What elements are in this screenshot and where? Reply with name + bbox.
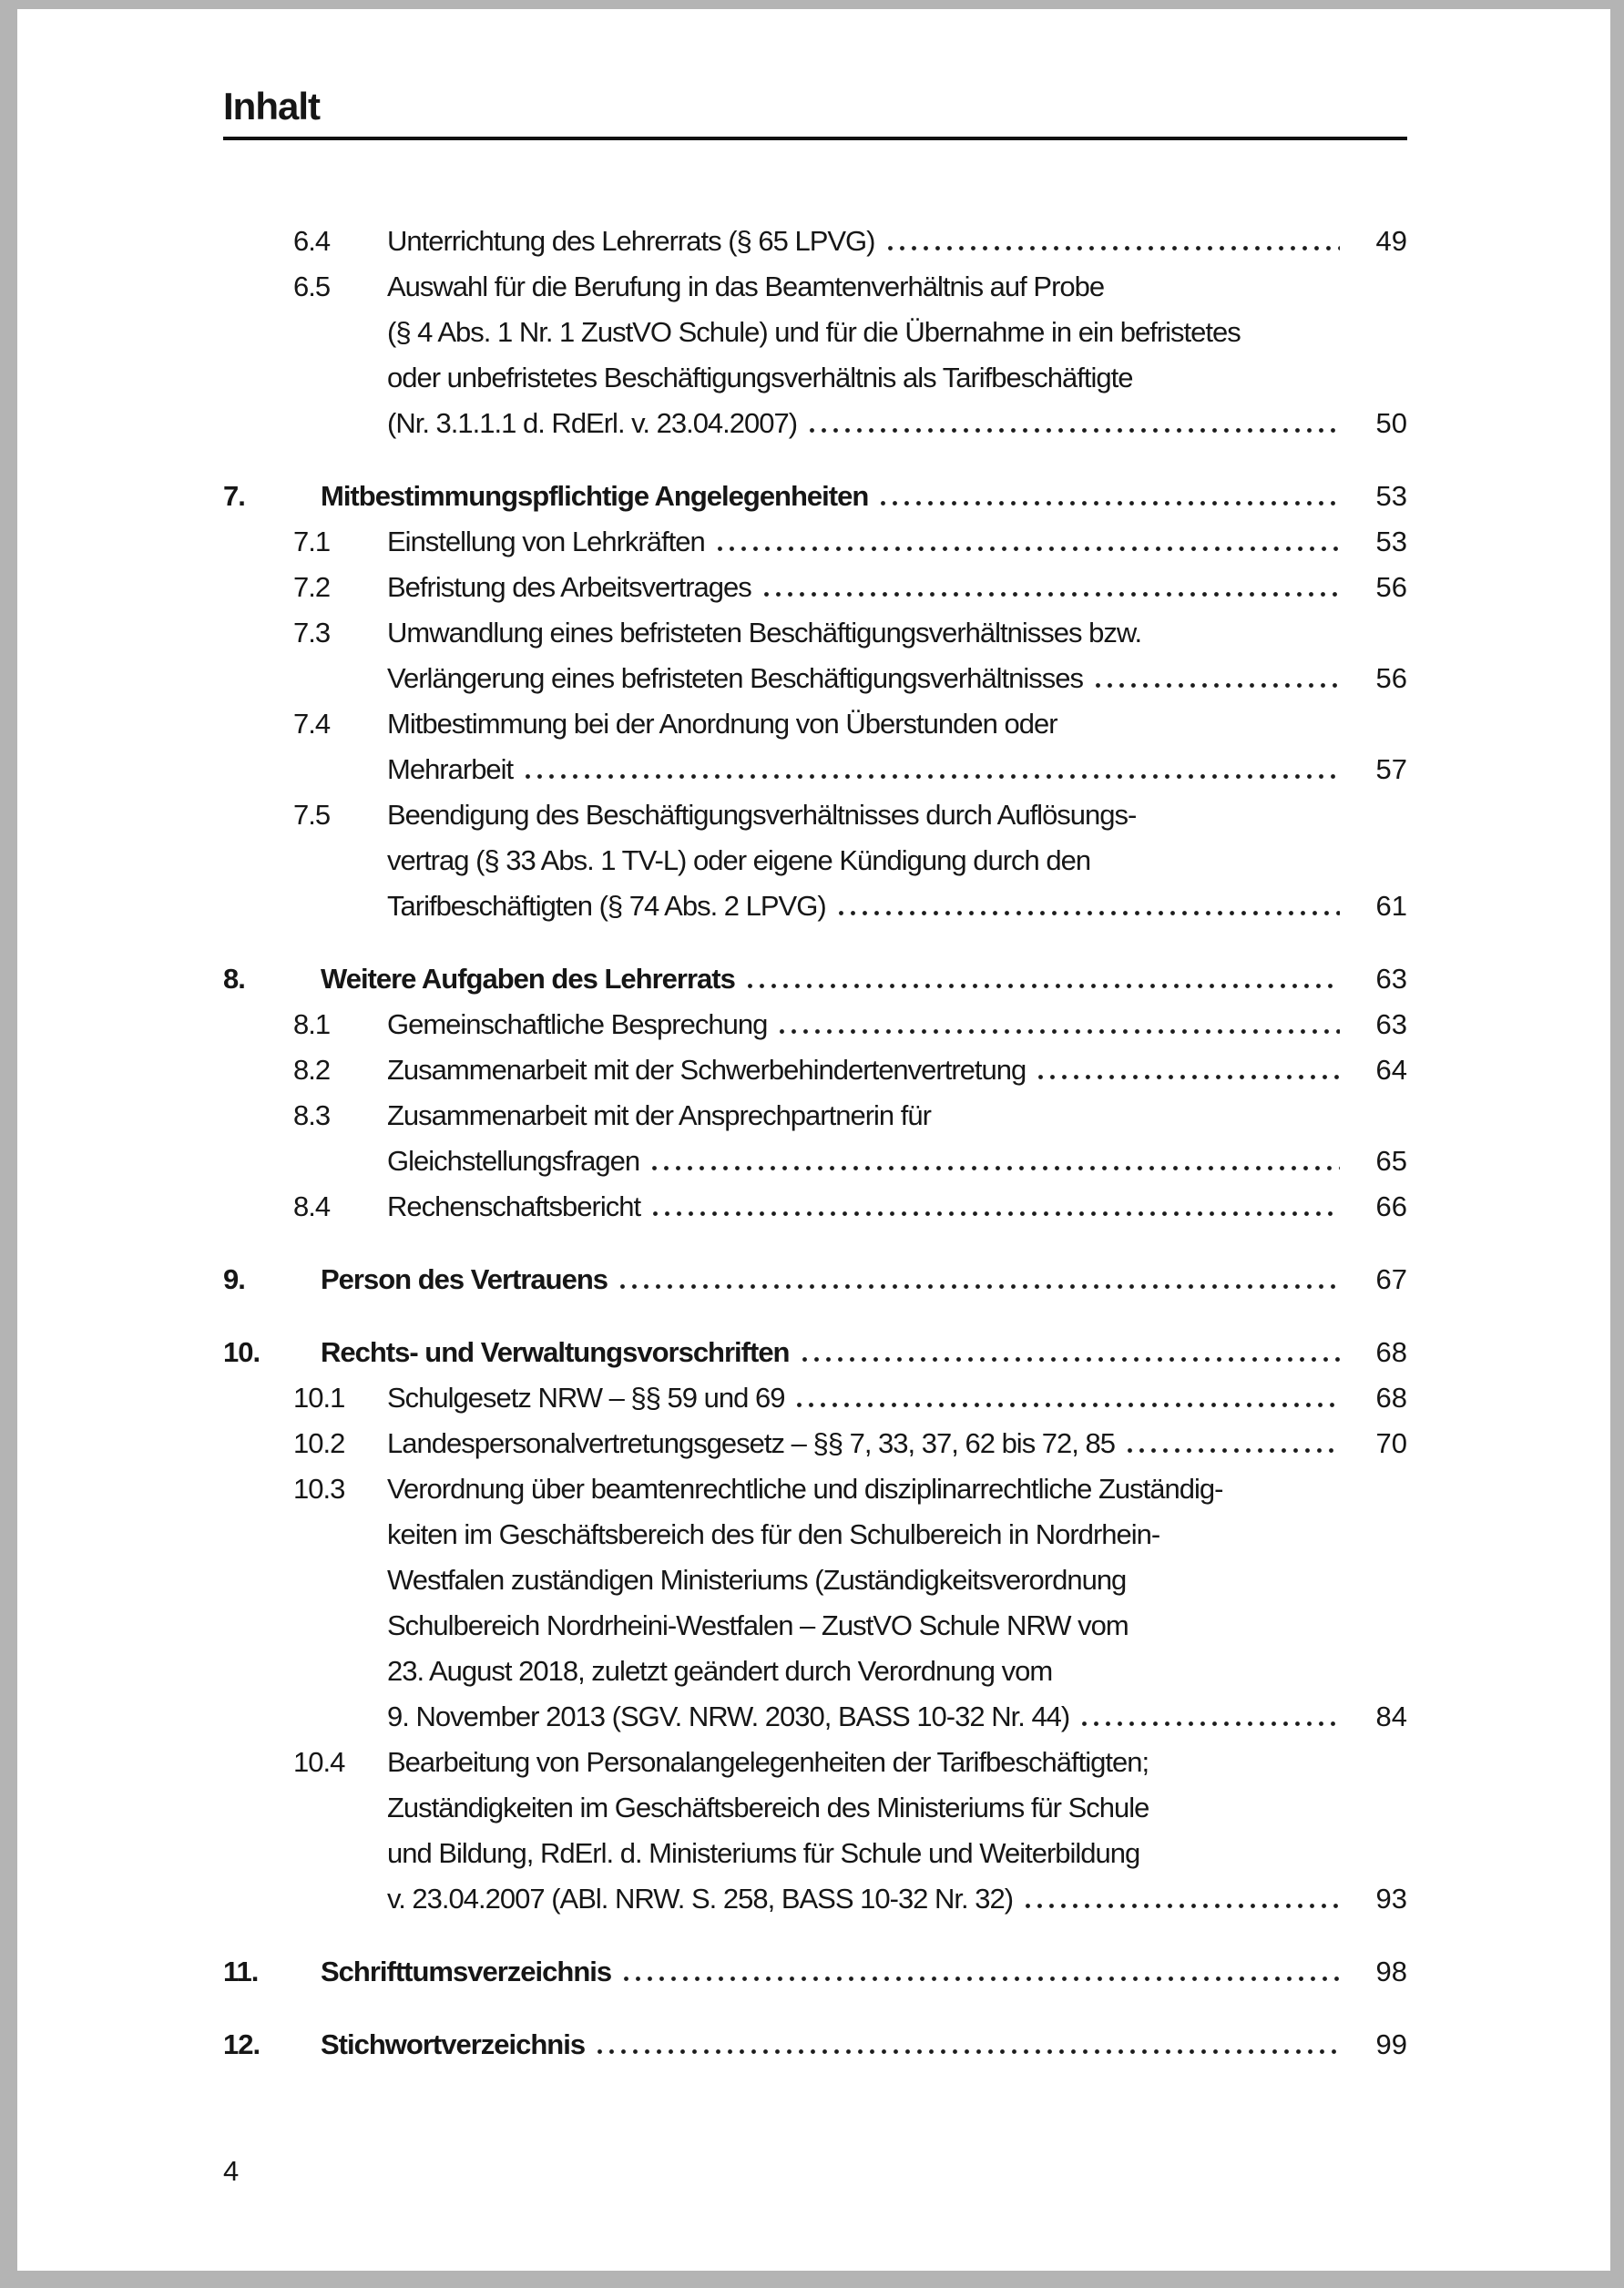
toc-entry-number: 7.1 [293, 526, 331, 557]
toc-entry-line [387, 1694, 1407, 1740]
toc-page-number: 68 [1375, 1382, 1407, 1414]
toc-entry-number: 8.1 [293, 1008, 331, 1040]
toc-entry-title: Zuständigkeiten im Geschäftsbereich des Ministeriums für Schule [387, 1792, 1149, 1823]
toc-entry [223, 1002, 1407, 1047]
toc-page-number: 66 [1375, 1190, 1407, 1222]
dot-leader [797, 1403, 1340, 1407]
dot-leader [1096, 683, 1340, 688]
toc-entry-line [387, 1421, 1407, 1466]
toc-entry-title: Auswahl für die Berufung in das Beamtenverhältnis auf Probe [387, 271, 1105, 302]
dot-leader [888, 246, 1341, 250]
toc-entry [223, 565, 1407, 610]
toc-entry-line [321, 1257, 1407, 1302]
toc-entry-title: Person des Vertrauens [321, 1263, 608, 1295]
toc-entry-title: (Nr. 3.1.1.1 d. RdErl. v. 23.04.2007) [387, 407, 798, 439]
toc-entry-number: 7.3 [293, 617, 331, 649]
toc-entry-line [387, 884, 1407, 929]
toc-entry-title: Verordnung über beamtenrechtliche und disziplinarrechtliche Zuständig- [387, 1473, 1223, 1505]
toc-page-number: 63 [1375, 1008, 1407, 1040]
toc-entry-number: 6.5 [293, 271, 331, 302]
toc-entry-title: Beendigung des Beschäftigungsverhältnisses durch Auflösungs- [387, 799, 1137, 831]
dot-leader [810, 428, 1340, 433]
toc-entry-number: 12. [223, 2028, 260, 2060]
dot-leader [598, 2049, 1340, 2054]
toc-entry [223, 1184, 1407, 1230]
toc-entry-title: Schulbereich Nordrheini-Westfalen – ZustVO Schule NRW vom [387, 1609, 1129, 1641]
toc-page-number: 57 [1375, 753, 1407, 785]
toc-page-number: 53 [1375, 526, 1407, 557]
toc-page-number: 93 [1375, 1883, 1407, 1915]
toc-entry [223, 956, 1407, 1002]
toc-page-number: 64 [1375, 1054, 1407, 1086]
toc-entry-line [387, 747, 1407, 792]
toc-entry-number: 10.4 [293, 1746, 345, 1778]
toc-entry [223, 792, 1407, 929]
toc-entry-title: Mitbestimmungspflichtige Angelegenheiten [321, 480, 869, 512]
toc-entry-number: 7.2 [293, 571, 331, 603]
toc-entry-line [387, 1184, 1407, 1230]
dot-leader [718, 546, 1340, 551]
toc-page-number: 84 [1375, 1701, 1407, 1732]
toc-entry-number: 10.2 [293, 1427, 345, 1459]
toc-entry-line [387, 656, 1407, 701]
toc-entry-title: Mitbestimmung bei der Anordnung von Überstunden oder [387, 708, 1057, 740]
toc-entry-line [387, 519, 1407, 565]
toc-entry-line [321, 956, 1407, 1002]
toc-entry-line [387, 1876, 1407, 1922]
toc-entry-number: 7.5 [293, 799, 331, 831]
toc-entry-title: Rechenschaftsbericht [387, 1190, 641, 1222]
toc-entry [223, 1330, 1407, 1375]
dot-leader [1026, 1904, 1340, 1908]
toc-entry-title: 9. November 2013 (SGV. NRW. 2030, BASS 10-32 Nr. 44) [387, 1701, 1070, 1732]
toc-page-number: 53 [1375, 480, 1407, 512]
toc-entry-title: Zusammenarbeit mit der Schwerbehindertenvertretung [387, 1054, 1026, 1086]
toc-entry-title: und Bildung, RdErl. d. Ministeriums für Schule und Weiterbildung [387, 1837, 1140, 1869]
toc-entry [223, 610, 1407, 701]
dot-leader [881, 501, 1340, 506]
footer-page-number: 4 [223, 2155, 240, 2187]
toc-entry [223, 219, 1407, 264]
toc-entry-number: 7.4 [293, 708, 331, 740]
toc-entry-number: 8.2 [293, 1054, 331, 1086]
toc-entry-title: Weitere Aufgaben des Lehrerrats [321, 963, 735, 995]
dot-leader [653, 1211, 1340, 1216]
toc-entry [223, 1949, 1407, 1995]
toc-page-number: 49 [1375, 225, 1407, 257]
paper-sheet [17, 9, 1610, 2271]
toc-entry-title: Stichwortverzeichnis [321, 2028, 586, 2060]
table-of-contents [223, 219, 1407, 2068]
toc-entry-title: Umwandlung eines befristeten Beschäftigungsverhältnisses bzw. [387, 617, 1142, 649]
toc-page-number: 61 [1375, 890, 1407, 922]
toc-entry-line [387, 219, 1407, 264]
toc-entry [223, 264, 1407, 446]
toc-page-number: 67 [1375, 1263, 1407, 1295]
toc-entry-line [387, 1375, 1407, 1421]
dot-leader [748, 984, 1340, 988]
toc-entry-number: 10.3 [293, 1473, 345, 1505]
dot-leader [1038, 1075, 1340, 1079]
toc-entry-title: Gemeinschaftliche Besprechung [387, 1008, 768, 1040]
toc-entry [223, 1421, 1407, 1466]
dot-leader [526, 774, 1340, 779]
toc-page-number: 68 [1375, 1336, 1407, 1368]
toc-entry-title: Schulgesetz NRW – §§ 59 und 69 [387, 1382, 785, 1414]
toc-entry [223, 1257, 1407, 1302]
dot-leader [1128, 1448, 1340, 1453]
toc-page-number: 70 [1375, 1427, 1407, 1459]
toc-entry-number: 8.4 [293, 1190, 331, 1222]
toc-entry-title: keiten im Geschäftsbereich des für den Schulbereich in Nordrhein- [387, 1518, 1160, 1550]
toc-entry-title: Tarifbeschäftigten (§ 74 Abs. 2 LPVG) [387, 890, 826, 922]
toc-entry-line [387, 565, 1407, 610]
toc-entry-title: Westfalen zuständigen Ministeriums (Zuständigkeitsverordnung [387, 1564, 1127, 1596]
toc-entry-title: vertrag (§ 33 Abs. 1 TV-L) oder eigene Kündigung durch den [387, 844, 1091, 876]
toc-page-number: 63 [1375, 963, 1407, 995]
toc-entry-number: 6.4 [293, 225, 331, 257]
toc-entry-title: 23. August 2018, zuletzt geändert durch Verordnung vom [387, 1655, 1053, 1687]
toc-page-number: 50 [1375, 407, 1407, 439]
toc-entry-line [387, 1002, 1407, 1047]
toc-entry-title: Verlängerung eines befristeten Beschäftigungsverhältnisses [387, 662, 1084, 694]
toc-page-number: 56 [1375, 662, 1407, 694]
dot-leader [839, 911, 1340, 915]
toc-entry [223, 474, 1407, 519]
toc-entry-title: (§ 4 Abs. 1 Nr. 1 ZustVO Schule) und für die Übernahme in ein befristetes [387, 316, 1241, 348]
page-title: Inhalt [223, 85, 320, 128]
toc-entry-line [321, 1949, 1407, 1995]
toc-entry-number: 10. [223, 1336, 260, 1368]
toc-entry-line [387, 1139, 1407, 1184]
toc-entry [223, 2022, 1407, 2068]
page-content [223, 87, 1407, 2188]
toc-entry [223, 519, 1407, 565]
dot-leader [620, 1284, 1340, 1289]
toc-entry-title: Landespersonalvertretungsgesetz – §§ 7, 33, 37, 62 bis 72, 85 [387, 1427, 1115, 1459]
toc-entry-number: 9. [223, 1263, 245, 1295]
toc-page-number: 56 [1375, 571, 1407, 603]
toc-entry-number: 11. [223, 1956, 259, 1987]
toc-entry [223, 1466, 1407, 1740]
toc-entry-title: Rechts- und Verwaltungsvorschriften [321, 1336, 790, 1368]
dot-leader [780, 1029, 1340, 1034]
toc-page-number: 65 [1375, 1145, 1407, 1177]
toc-page-number: 98 [1375, 1956, 1407, 1987]
toc-entry-title: Unterrichtung des Lehrerrats (§ 65 LPVG) [387, 225, 875, 257]
header-rule [223, 137, 1407, 140]
toc-entry [223, 1093, 1407, 1184]
toc-entry-number: 8. [223, 963, 245, 995]
toc-entry-title: oder unbefristetes Beschäftigungsverhältnis als Tarifbeschäftigte [387, 362, 1133, 393]
toc-entry-title: Gleichstellungsfragen [387, 1145, 640, 1177]
toc-page-number: 99 [1375, 2028, 1407, 2060]
toc-entry [223, 701, 1407, 792]
toc-entry-title: Einstellung von Lehrkräften [387, 526, 705, 557]
toc-entry-line [321, 2022, 1407, 2068]
toc-entry-title: v. 23.04.2007 (ABl. NRW. S. 258, BASS 10-32 Nr. 32) [387, 1883, 1014, 1915]
toc-entry-title: Mehrarbeit [387, 753, 514, 785]
toc-entry-title: Schrifttumsverzeichnis [321, 1956, 612, 1987]
toc-entry-title: Bearbeitung von Personalangelegenheiten der Tarifbeschäftigten; [387, 1746, 1149, 1778]
toc-entry-title: Zusammenarbeit mit der Ansprechpartnerin für [387, 1099, 931, 1131]
dot-leader [624, 1976, 1340, 1981]
toc-entry-line [321, 474, 1407, 519]
toc-entry [223, 1375, 1407, 1421]
toc-entry-number: 8.3 [293, 1099, 331, 1131]
toc-entry-line [387, 1047, 1407, 1093]
toc-entry-number: 7. [223, 480, 245, 512]
toc-entry [223, 1047, 1407, 1093]
toc-entry-line [321, 1330, 1407, 1375]
toc-entry-title: Befristung des Arbeitsvertrages [387, 571, 751, 603]
toc-entry-line [387, 401, 1407, 446]
dot-leader [1082, 1721, 1340, 1726]
toc-entry [223, 1740, 1407, 1922]
toc-entry-number: 10.1 [293, 1382, 345, 1414]
dot-leader [764, 592, 1340, 597]
dot-leader [802, 1357, 1341, 1362]
dot-leader [652, 1166, 1340, 1170]
